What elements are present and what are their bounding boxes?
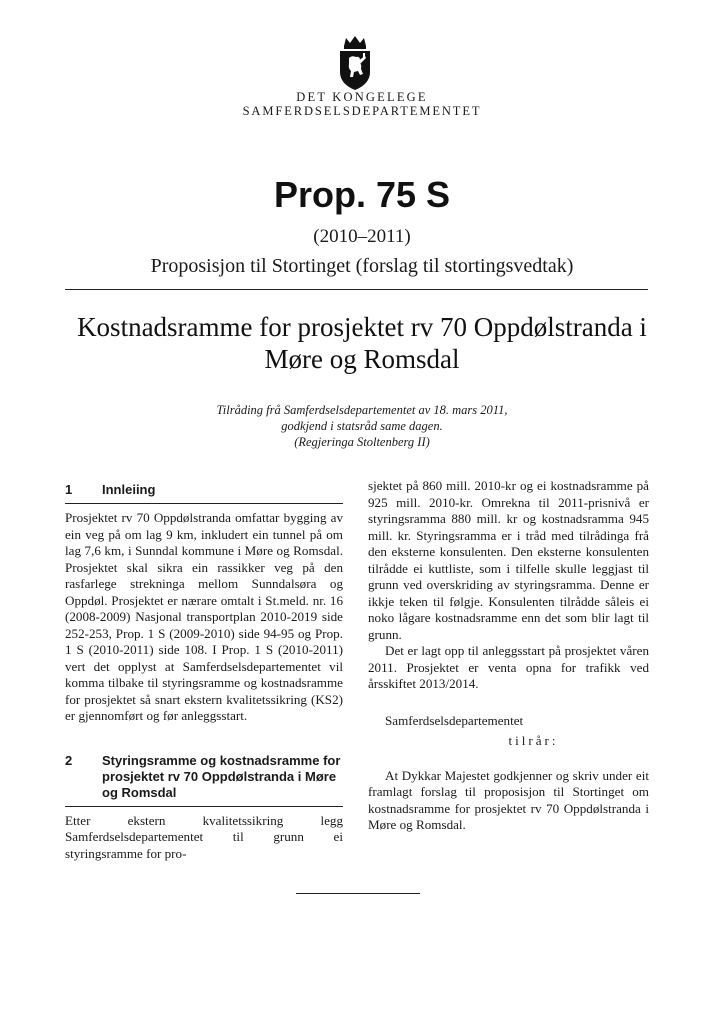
document-title bbox=[62, 311, 662, 375]
section-2-paragraph-part2: sjektet på 860 mill. 2010-kr og ei kostnadsramme på 925 mill. 2010-kr. Omrekna til 2011-prisnivå er styringsramma 880 mill. kr og kostnadsramma 945 mill. kr. Styringsramma er i tråd med tilrådinga frå den eksterne konsulenten. Den eksterne konsulenten tilrådde ei kuttliste, som i tilfelle skulle leggjast til grunn ved overskriding av styringsramma. Denne er ikkje teken til følgje. Konsulenten tilrådde såleis ei noko lågare kostnadsramme enn det som blir lagt til grunn. bbox=[368, 478, 649, 642]
document-title-line1: Kostnadsramme for prosjektet rv 70 Oppdølstranda i bbox=[77, 312, 647, 342]
submission-line1: Tilråding frå Samferdselsdepartementet av 18. mars 2011, bbox=[216, 403, 508, 417]
section-heading-1 bbox=[65, 482, 343, 504]
coat-of-arms-logo bbox=[332, 34, 378, 92]
document-title-line2: Møre og Romsdal bbox=[264, 344, 460, 374]
closing-decree: tilrår: bbox=[508, 733, 559, 748]
closing-sender: Samferdselsdepartementet bbox=[385, 712, 524, 728]
section-1-paragraph: Prosjektet rv 70 Oppdølstranda omfattar bygging av ein veg på om lag 9 km, inkludert ein tunnel på om lag 7,6 km, i Sunndal kommune i Møre og Romsdal. Prosjektet skal sikra ein rassikker veg på den rasfarlege strekninga mellom Sunndalsøra og Oppdøl. Prosjektet er nærare omtalt i St.meld. nr. 16 (2008-2009) Nasjonal transportplan 2010-2019 side 252-253, Prop. 1 S (2009-2010) side 94-95 og Prop. 1 S (2010-2011) side 108. I Prop. 1 S (2010-2011) vert det opplyst at Samferdselsdepartementet vil komma tilbake til styringsramme og kostnadsramme for prosjektet så snart ekstern kvalitetssikring (KS2) er gjennomført og før anleggsstart. bbox=[65, 510, 343, 723]
header-divider bbox=[65, 289, 648, 290]
ministry-name-line2: SAMFERDSELSDEPARTEMENTET bbox=[242, 104, 482, 118]
end-divider bbox=[296, 893, 420, 894]
ministry-name-line1: DET KONGELEGE bbox=[296, 90, 428, 104]
submission-line2: godkjend i statsråd same dagen. bbox=[281, 419, 443, 433]
proposition-number: Prop. 75 S bbox=[273, 174, 451, 215]
left-column bbox=[65, 478, 343, 862]
section-title: Styringsramme og kostnadsramme for prosjektet rv 70 Oppdølstranda i Møre og Romsdal bbox=[102, 752, 341, 800]
right-column bbox=[368, 478, 649, 834]
submission-line3: (Regjeringa Stoltenberg II) bbox=[294, 435, 430, 449]
section-2-paragraph-2: Det er lagt opp til anleggsstart på prosjektet våren 2011. Prosjektet er venta opna for trafikk ved årsskiftet 2013/2014. bbox=[368, 643, 649, 691]
section-title: Innleiing bbox=[102, 482, 156, 497]
section-heading-2 bbox=[65, 753, 343, 807]
proposition-type: Proposisjon til Stortinget (forslag til stortingsvedtak) bbox=[150, 255, 574, 277]
section-number: 2 bbox=[65, 752, 73, 768]
section-2-paragraph-part1: Etter ekstern kvalitetssikring legg Samferdselsdepartementet til grunn ei styringsramme for pro- bbox=[65, 812, 343, 861]
closing-decision: At Dykkar Majestet godkjenner og skriv under eit framlagt forslag til proposisjon til Stortinget om kostnadsramme for prosjektet rv 70 Oppdølstranda i Møre og Romsdal. bbox=[368, 767, 649, 832]
proposition-session: (2010–2011) bbox=[313, 226, 411, 247]
submission-note bbox=[160, 402, 564, 450]
section-number: 1 bbox=[65, 482, 73, 497]
